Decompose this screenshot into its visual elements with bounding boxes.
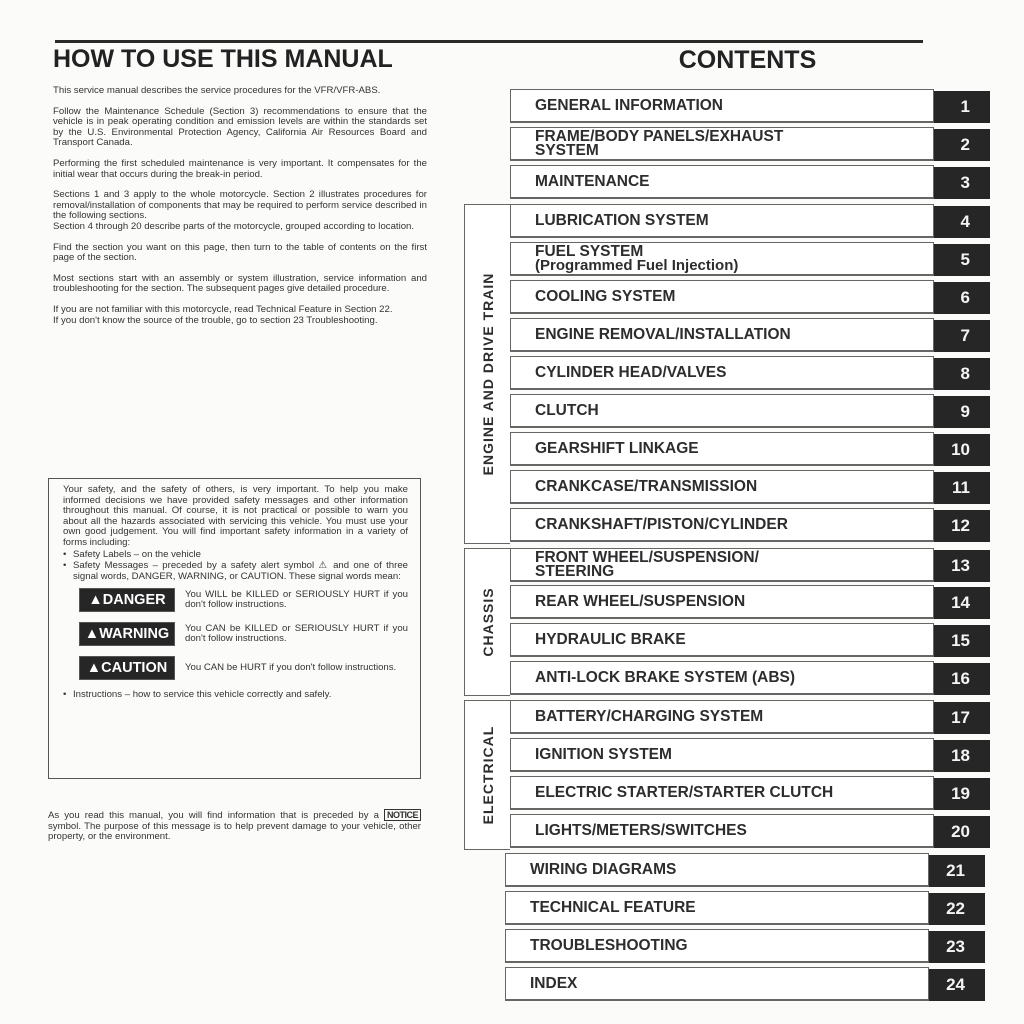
- toc-item-hydraulic-brake[interactable]: HYDRAULIC BRAKE 15: [510, 623, 990, 657]
- paragraph-sections-4-20: Section 4 through 20 describe parts of the motorcycle, grouped according to location.: [53, 220, 415, 232]
- caution-badge: ▲CAUTION: [79, 656, 175, 680]
- toc-item-wiring-diagrams[interactable]: WIRING DIAGRAMS 21: [505, 853, 985, 887]
- toc-item-engine-removal[interactable]: ENGINE REMOVAL/INSTALLATION 7: [510, 318, 990, 352]
- safety-message-box: [48, 478, 421, 779]
- toc-item-frame-body-panels[interactable]: FRAME/BODY PANELS/EXHAUST SYSTEM 2: [510, 127, 990, 161]
- header-rule: [55, 40, 923, 43]
- toc-item-fuel-system[interactable]: FUEL SYSTEM (Programmed Fuel Injection) 5: [510, 242, 990, 276]
- group-engine-drive-train: [464, 204, 510, 544]
- toc-item-abs[interactable]: ANTI-LOCK BRAKE SYSTEM (ABS) 16: [510, 661, 990, 695]
- how-to-use-section: [53, 44, 427, 336]
- section-number: 12: [934, 510, 990, 542]
- toc-item-index[interactable]: INDEX 24: [505, 967, 985, 1001]
- signal-danger: [79, 588, 408, 612]
- caution-meaning: You CAN be HURT if you don't follow instructions.: [185, 662, 397, 674]
- section-number: 19: [934, 778, 990, 810]
- safety-intro: Your safety, and the safety of others, is very important. To help you make informed decisions we have provided safety messages and other information throughout this manual. Of course, it is not practical or possible to warn you about all the hazards associated with servicing this vehicle. You must use your own good judgement. You will find important safety information in a variety of forms including:: [63, 484, 408, 548]
- section-number: 16: [934, 663, 990, 695]
- section-number: 9: [934, 396, 990, 428]
- section-number: 8: [934, 358, 990, 390]
- paragraph-section-structure: Most sections start with an assembly or system illustration, service information and troubleshooting for the section. The subsequent pages give detailed procedure.: [53, 272, 427, 295]
- section-number: 14: [934, 587, 990, 619]
- toc-item-rear-wheel[interactable]: REAR WHEEL/SUSPENSION 14: [510, 585, 990, 619]
- section-number: 24: [929, 969, 985, 1001]
- toc-item-lubrication[interactable]: LUBRICATION SYSTEM 4: [510, 204, 990, 238]
- toc-item-maintenance[interactable]: MAINTENANCE 3: [510, 165, 990, 199]
- section-number: 17: [934, 702, 990, 734]
- contents-title: CONTENTS: [678, 46, 817, 74]
- paragraph-troubleshooting: If you don't know the source of the trouble, go to section 23 Troubleshooting.: [53, 314, 378, 326]
- toc-item-gearshift-linkage[interactable]: GEARSHIFT LINKAGE 10: [510, 432, 990, 466]
- toc-item-general-information[interactable]: GENERAL INFORMATION 1: [510, 89, 990, 123]
- toc-item-crankshaft[interactable]: CRANKSHAFT/PISTON/CYLINDER 12: [510, 508, 990, 542]
- warning-badge: ▲WARNING: [79, 622, 175, 646]
- group-label: CHASSIS: [479, 587, 496, 657]
- toc-item-crankcase[interactable]: CRANKCASE/TRANSMISSION 11: [510, 470, 990, 504]
- section-number: 1: [934, 91, 990, 123]
- notice-paragraph: As you read this manual, you will find information that is preceded by a NOTICE symbol. The purpose of this message is to help prevent damage to your vehicle, other property, or the environment.: [48, 810, 421, 843]
- toc-item-cylinder-head[interactable]: CYLINDER HEAD/VALVES 8: [510, 356, 990, 390]
- paragraph-first-maintenance: Performing the first scheduled maintenance is very important. It compensates for the initial wear that occurs during the break-in period.: [53, 157, 427, 180]
- group-chassis: [464, 548, 510, 696]
- toc-item-technical-feature[interactable]: TECHNICAL FEATURE 22: [505, 891, 985, 925]
- danger-badge: ▲DANGER: [79, 588, 175, 612]
- group-label: ELECTRICAL: [479, 725, 496, 825]
- group-label: ENGINE AND DRIVE TRAIN: [479, 272, 496, 476]
- section-number: 23: [929, 931, 985, 963]
- section-number: 5: [934, 244, 990, 276]
- paragraph-technical-feature: If you are not familiar with this motorcycle, read Technical Feature in Section 22.: [53, 303, 393, 315]
- toc-item-lights-meters[interactable]: LIGHTS/METERS/SWITCHES 20: [510, 814, 990, 848]
- section-number: 22: [929, 893, 985, 925]
- signal-caution: [79, 656, 408, 680]
- toc-item-front-wheel[interactable]: FRONT WHEEL/SUSPENSION/ STEERING 13: [510, 548, 990, 582]
- section-number: 6: [934, 282, 990, 314]
- paragraph-intro: This service manual describes the service procedures for the VFR/VFR-ABS.: [53, 85, 381, 96]
- toc-item-electric-starter[interactable]: ELECTRIC STARTER/STARTER CLUTCH 19: [510, 776, 990, 810]
- section-number: 10: [934, 434, 990, 466]
- danger-meaning: You WILL be KILLED or SERIOUSLY HURT if you don't follow instructions.: [185, 588, 408, 611]
- toc-item-troubleshooting[interactable]: TROUBLESHOOTING 23: [505, 929, 985, 963]
- group-electrical: [464, 700, 510, 850]
- section-number: 13: [934, 550, 990, 582]
- section-number: 21: [929, 855, 985, 887]
- toc-item-ignition-system[interactable]: IGNITION SYSTEM 18: [510, 738, 990, 772]
- section-number: 11: [934, 472, 990, 504]
- paragraph-find-section: Find the section you want on this page, then turn to the table of contents on the first page of the section.: [53, 241, 427, 264]
- toc-item-cooling-system[interactable]: COOLING SYSTEM 6: [510, 280, 990, 314]
- section-number: 3: [934, 167, 990, 199]
- paragraph-sections-1-3: Sections 1 and 3 apply to the whole motorcycle. Section 2 illustrates procedures for removal/installation of components that may be required to perform service described in the following sections.: [53, 189, 427, 222]
- section-number: 18: [934, 740, 990, 772]
- paragraph-maintenance-schedule: Follow the Maintenance Schedule (Section 3) recommendations to ensure that the vehicle is in peak operating condition and emission levels are within the standards set by the U.S. Environmental Protection Agency, California Air Resources Board and Transport Canada.: [53, 105, 427, 149]
- section-number: 15: [934, 625, 990, 657]
- safety-bullet-instructions: • Instructions – how to service this vehicle correctly and safely.: [63, 689, 332, 701]
- section-number: 7: [934, 320, 990, 352]
- signal-warning: [79, 622, 408, 646]
- section-number: 4: [934, 206, 990, 238]
- toc-item-battery-charging[interactable]: BATTERY/CHARGING SYSTEM 17: [510, 700, 990, 734]
- safety-bullet-messages: • Safety Messages – preceded by a safety alert symbol ⚠ and one of three signal words, DANGER, WARNING, or CAUTION. These signal words mean:: [63, 560, 408, 582]
- section-number: 2: [934, 129, 990, 161]
- warning-meaning: You CAN be KILLED or SERIOUSLY HURT if you don't follow instructions.: [185, 622, 408, 645]
- section-number: 20: [934, 816, 990, 848]
- toc-item-clutch[interactable]: CLUTCH 9: [510, 394, 990, 428]
- page-title: HOW TO USE THIS MANUAL: [53, 45, 393, 73]
- notice-symbol: NOTICE: [384, 809, 421, 821]
- safety-bullet-labels: • Safety Labels – on the vehicle: [63, 548, 202, 560]
